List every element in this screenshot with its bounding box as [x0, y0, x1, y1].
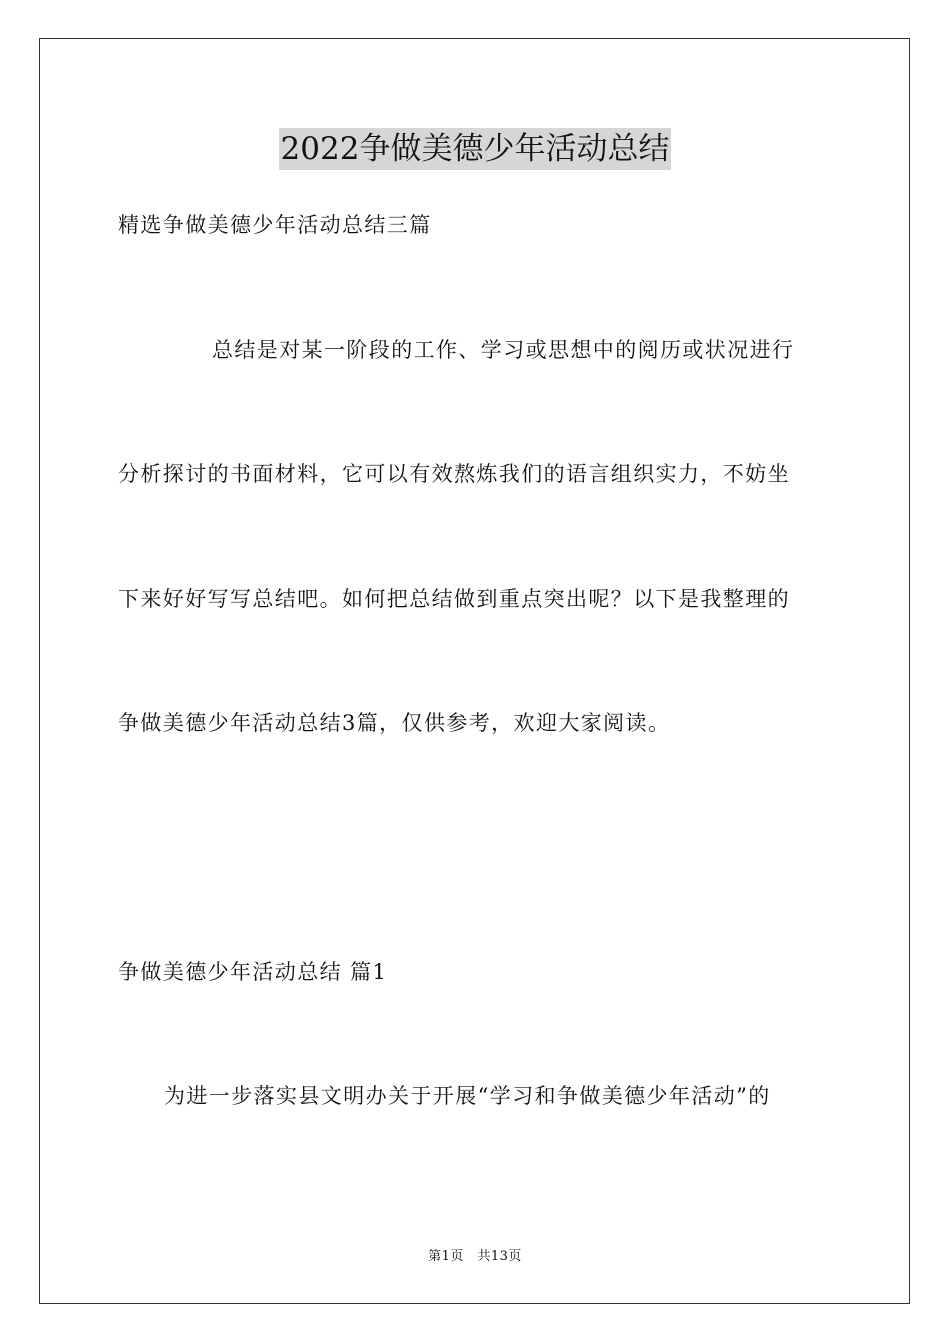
- intro-paragraph-line-3: 下来好好写写总结吧。如何把总结做到重点突出呢？以下是我整理的: [118, 587, 790, 611]
- section-heading: 争做美德少年活动总结 篇1: [118, 960, 388, 984]
- intro-paragraph-line-1: 总结是对某一阶段的工作、学习或思想中的阅历或状况进行: [212, 338, 795, 362]
- page-number-footer: 第1页 共13页: [428, 1249, 522, 1264]
- intro-paragraph-line-2: 分析探讨的书面材料，它可以有效熬炼我们的语言组织实力，不妨坐: [118, 462, 790, 486]
- intro-paragraph-line-4: 争做美德少年活动总结3篇，仅供参考，欢迎大家阅读。: [118, 711, 671, 735]
- document-subtitle: 精选争做美德少年活动总结三篇: [118, 213, 432, 237]
- document-title: 2022争做美德少年活动总结: [279, 128, 672, 170]
- title-container: [0, 128, 950, 170]
- section-paragraph-line-1: 为进一步落实县文明办关于开展“学习和争做美德少年活动”的: [164, 1084, 771, 1108]
